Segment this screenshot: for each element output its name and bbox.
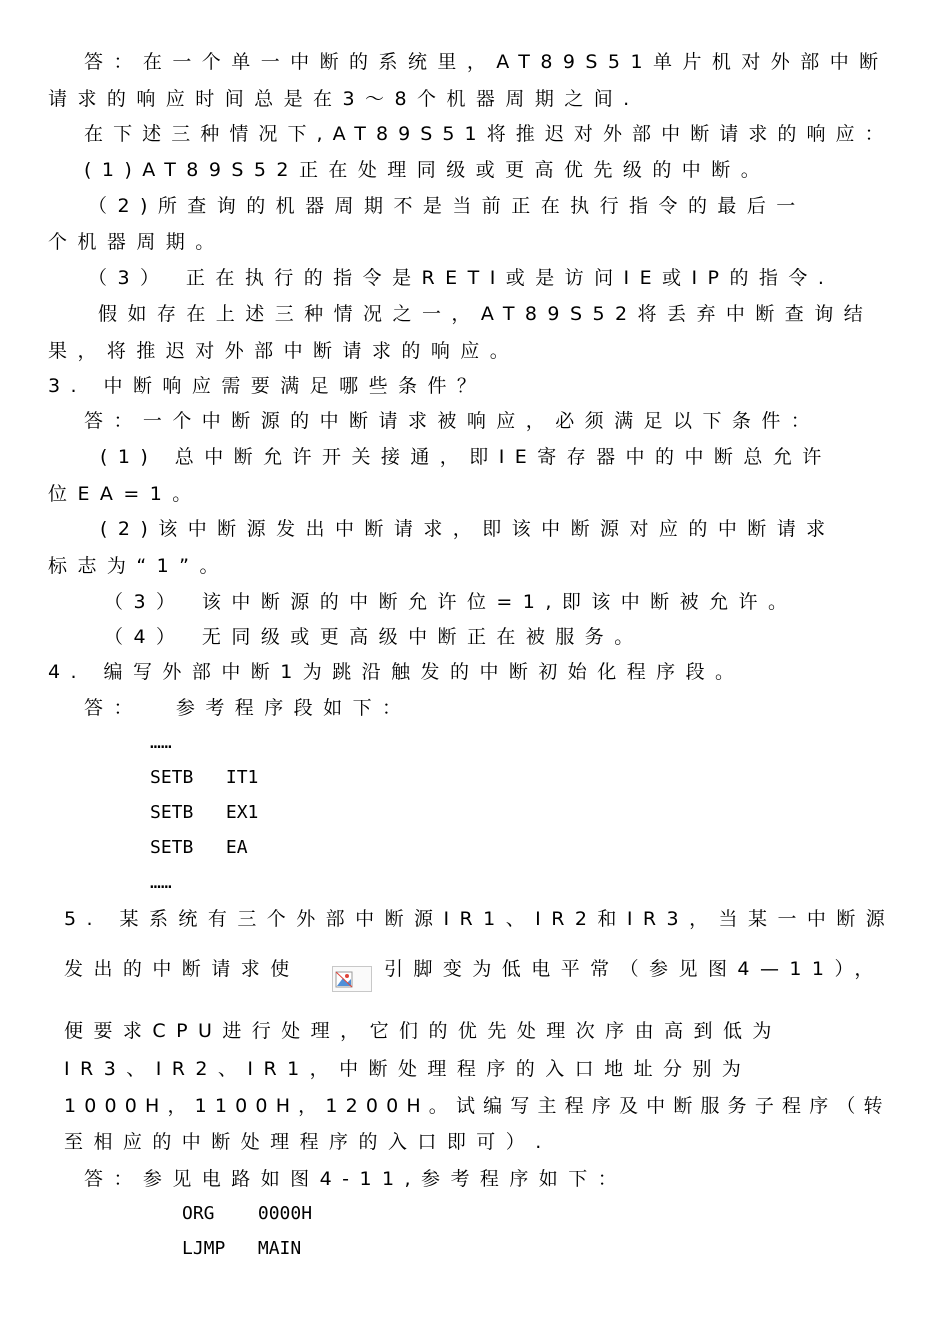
question-5-line-3: 便要求CPU进行处理，它们的优先处理次序由高到低为 — [64, 1020, 782, 1042]
code-line: SETB EX1 — [150, 802, 259, 823]
question-3: 3. 中断响应需要满足哪些条件？ — [48, 375, 487, 397]
answer-3-cond-2-cont: 标志为“1”。 — [48, 555, 229, 577]
code-line: ORG 0000H — [182, 1203, 313, 1224]
answer-2-line-2: 请求的响应时间总是在3～8个机器周期之间. — [48, 88, 640, 110]
answer-2-case-3: （3） 正在执行的指令是RETI或是访问IE或IP的指令. — [88, 267, 835, 289]
answer-2-summary-cont: 果，将推迟对外部中断请求的响应。 — [48, 340, 520, 362]
answer-5-intro: 答：参见电路如图4-11,参考程序如下： — [84, 1168, 628, 1190]
answer-3-cond-4: （4） 无同级或更高级中断正在被服务。 — [104, 626, 644, 648]
code-line: LJMP MAIN — [182, 1238, 302, 1259]
answer-3-cond-1: (1) 总中断允许开关接通，即IE寄存器中的中断总允许 — [100, 446, 832, 468]
answer-2-line-1: 答：在一个单一中断的系统里，AT89S51单片机对外部中断 — [84, 51, 889, 73]
answer-4-intro: 答： 参考程序段如下： — [84, 697, 412, 719]
broken-image-icon — [332, 966, 372, 992]
answer-2-line-3: 在下述三种情况下,AT89S51将推迟对外部中断请求的响应： — [84, 123, 894, 145]
code-line: SETB EA — [150, 837, 248, 858]
question-4: 4. 编写外部中断1为跳沿触发的中断初始化程序段。 — [48, 661, 745, 683]
answer-3-cond-1-cont: 位EA=1。 — [48, 483, 202, 505]
question-5-line-2b: 引脚变为低电平常（参见图4—11）， — [384, 958, 884, 980]
question-5-line-1: 5. 某系统有三个外部中断源IR1、IR2和IR3，当某一中断源 — [64, 908, 896, 930]
answer-3-intro: 答：一个中断源的中断请求被响应，必须满足以下条件： — [84, 410, 821, 432]
answer-3-cond-2: (2)该中断源发出中断请求，即该中断源对应的中断请求 — [100, 518, 836, 540]
question-5-line-4: IR3、IR2、IR1，中断处理程序的入口地址分别为 — [64, 1058, 752, 1080]
answer-2-summary: 假如存在上述三种情况之一，AT89S52将丢弃中断查询结 — [98, 303, 874, 325]
answer-2-case-1: (1)AT89S52正在处理同级或更高优先级的中断。 — [84, 159, 771, 181]
question-5-line-2a: 发出的中断请求使 — [64, 958, 300, 980]
code-line: …… — [150, 732, 172, 753]
code-line: …… — [150, 872, 172, 893]
image-placeholder-icon — [333, 967, 373, 993]
code-line: SETB IT1 — [150, 767, 259, 788]
answer-3-cond-3: （3） 该中断源的中断允许位=1,即该中断被允许。 — [104, 591, 798, 613]
answer-2-case-2-cont: 个机器周期。 — [48, 231, 225, 253]
question-5-line-6: 至相应的中断处理程序的入口即可）. — [64, 1131, 552, 1153]
question-5-line-5: 1000H，1100H，1200H。试编写主程序及中断服务子程序（转 — [64, 1095, 891, 1117]
answer-2-case-2: （2)所查询的机器周期不是当前正在执行指令的最后一 — [88, 195, 806, 217]
